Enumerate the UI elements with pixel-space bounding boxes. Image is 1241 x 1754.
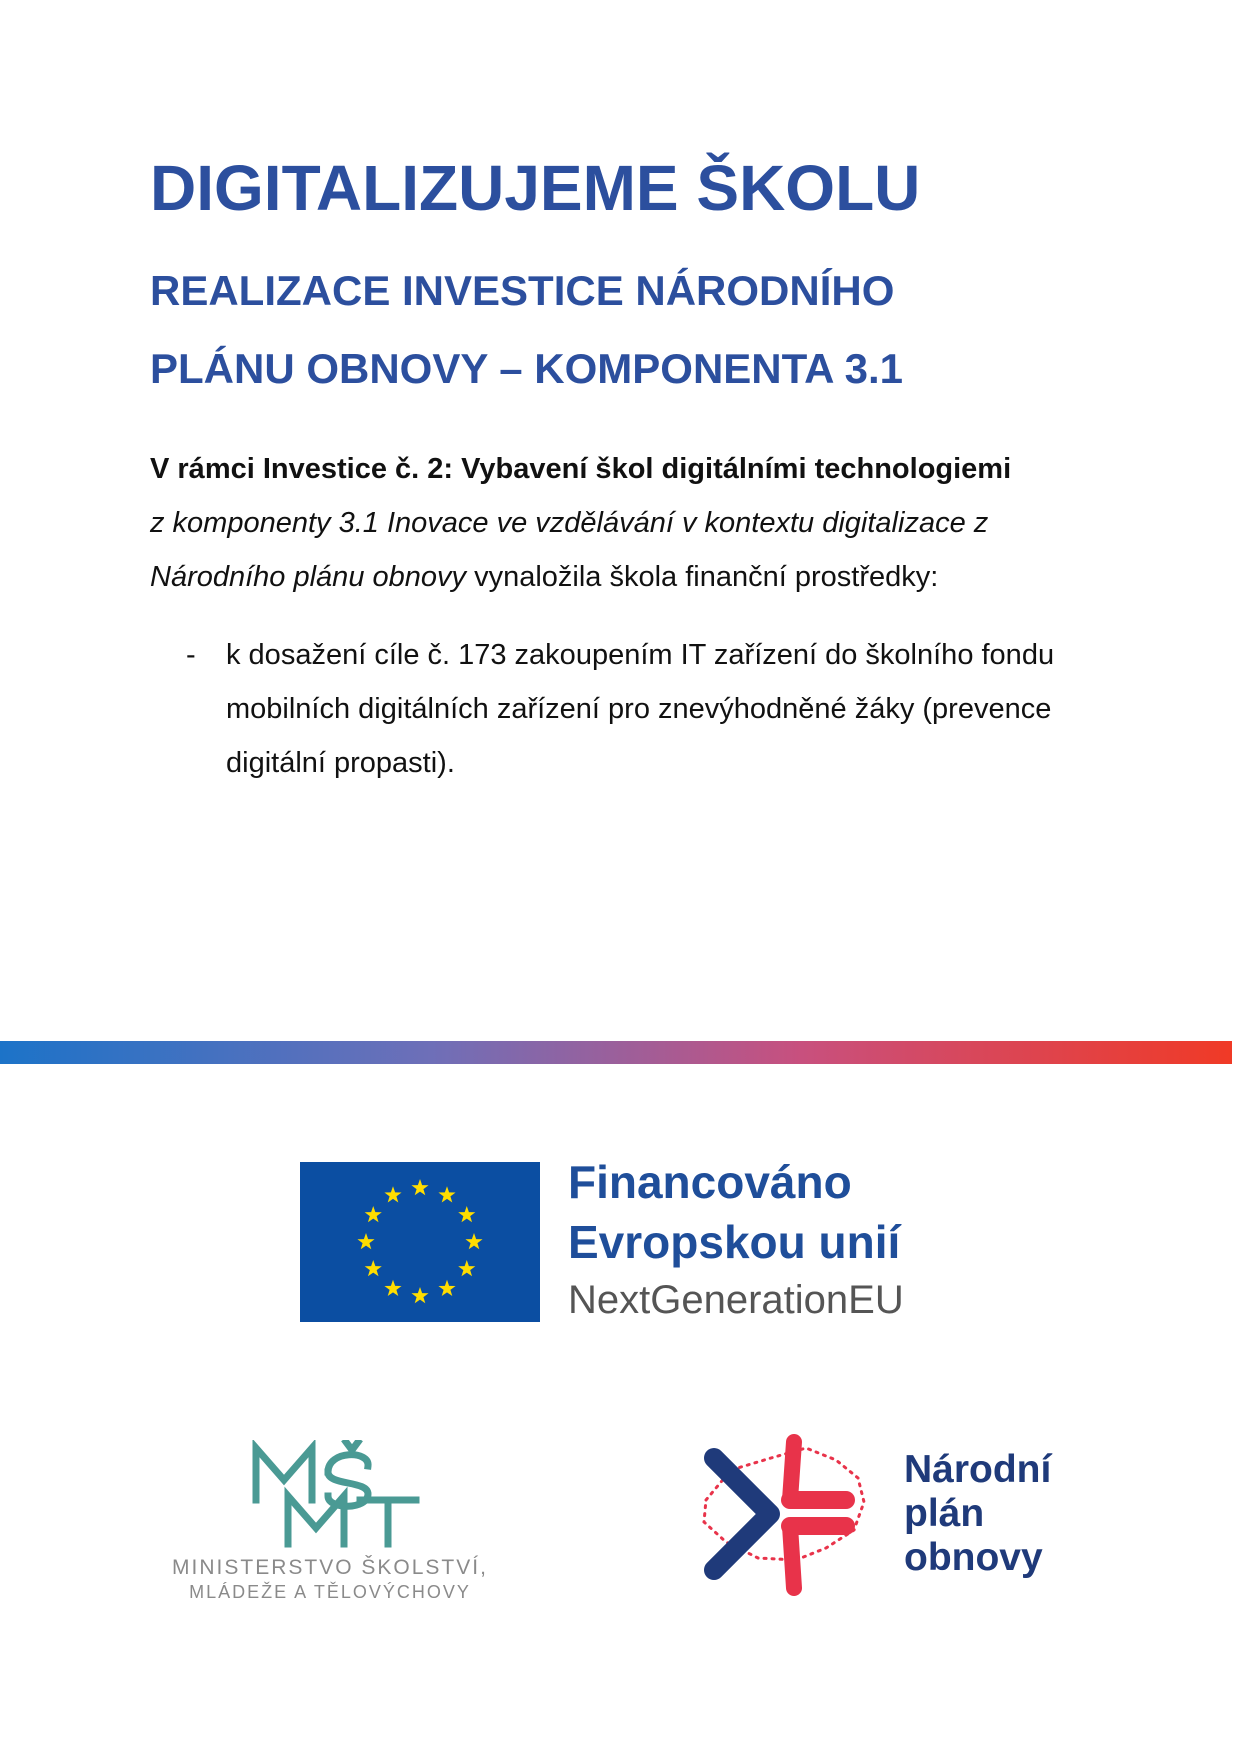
npo-line-2: plán [904, 1492, 985, 1535]
goal-list [186, 628, 1086, 790]
list-item [186, 628, 1086, 790]
page-subtitle-line2: PLÁNU OBNOVY – KOMPONENTA 3.1 [150, 345, 904, 392]
eu-line-3: NextGenerationEU [568, 1278, 904, 1322]
msmt-name-line2: MLÁDEŽE A TĚLOVÝCHOVY [189, 1582, 471, 1602]
intro-italic-text: z komponenty 3.1 Inovace ve vzdělávání v kontextu digitalizace z Národního plánu obnovy [150, 507, 989, 593]
npo-line-3: obnovy [904, 1536, 1043, 1579]
bullet-dash: - [186, 639, 196, 671]
intro-paragraph [150, 442, 1110, 604]
intro-bold-text: V rámci Investice č. 2: Vybavení škol digitálními technologiemi [150, 453, 1012, 485]
list-item-text: k dosažení cíle č. 173 zakoupením IT zařízení do školního fondu mobilních digitálních zařízení pro znevýhodněné žáky (prevence digitální propasti). [226, 639, 1055, 779]
npo-line-1: Národní [904, 1448, 1052, 1491]
npo-logo-icon [686, 1430, 886, 1600]
npo-name [904, 1448, 1051, 1580]
gradient-divider [0, 1041, 1232, 1064]
page-title: DIGITALIZUJEME ŠKOLU [150, 152, 921, 224]
eu-funding-text [568, 1152, 904, 1328]
eu-line-1: Financováno [568, 1156, 852, 1208]
msmt-monogram-logo [250, 1440, 420, 1552]
eu-flag-icon [300, 1162, 540, 1322]
page-subtitle-line1: REALIZACE INVESTICE NÁRODNÍHO [150, 267, 895, 314]
msmt-name-line1: MINISTERSTVO ŠKOLSTVÍ, [172, 1556, 488, 1579]
intro-rest-text: vynaložila škola finanční prostředky: [466, 561, 939, 593]
eu-line-2: Evropskou unií [568, 1216, 901, 1268]
msmt-name [160, 1556, 500, 1604]
